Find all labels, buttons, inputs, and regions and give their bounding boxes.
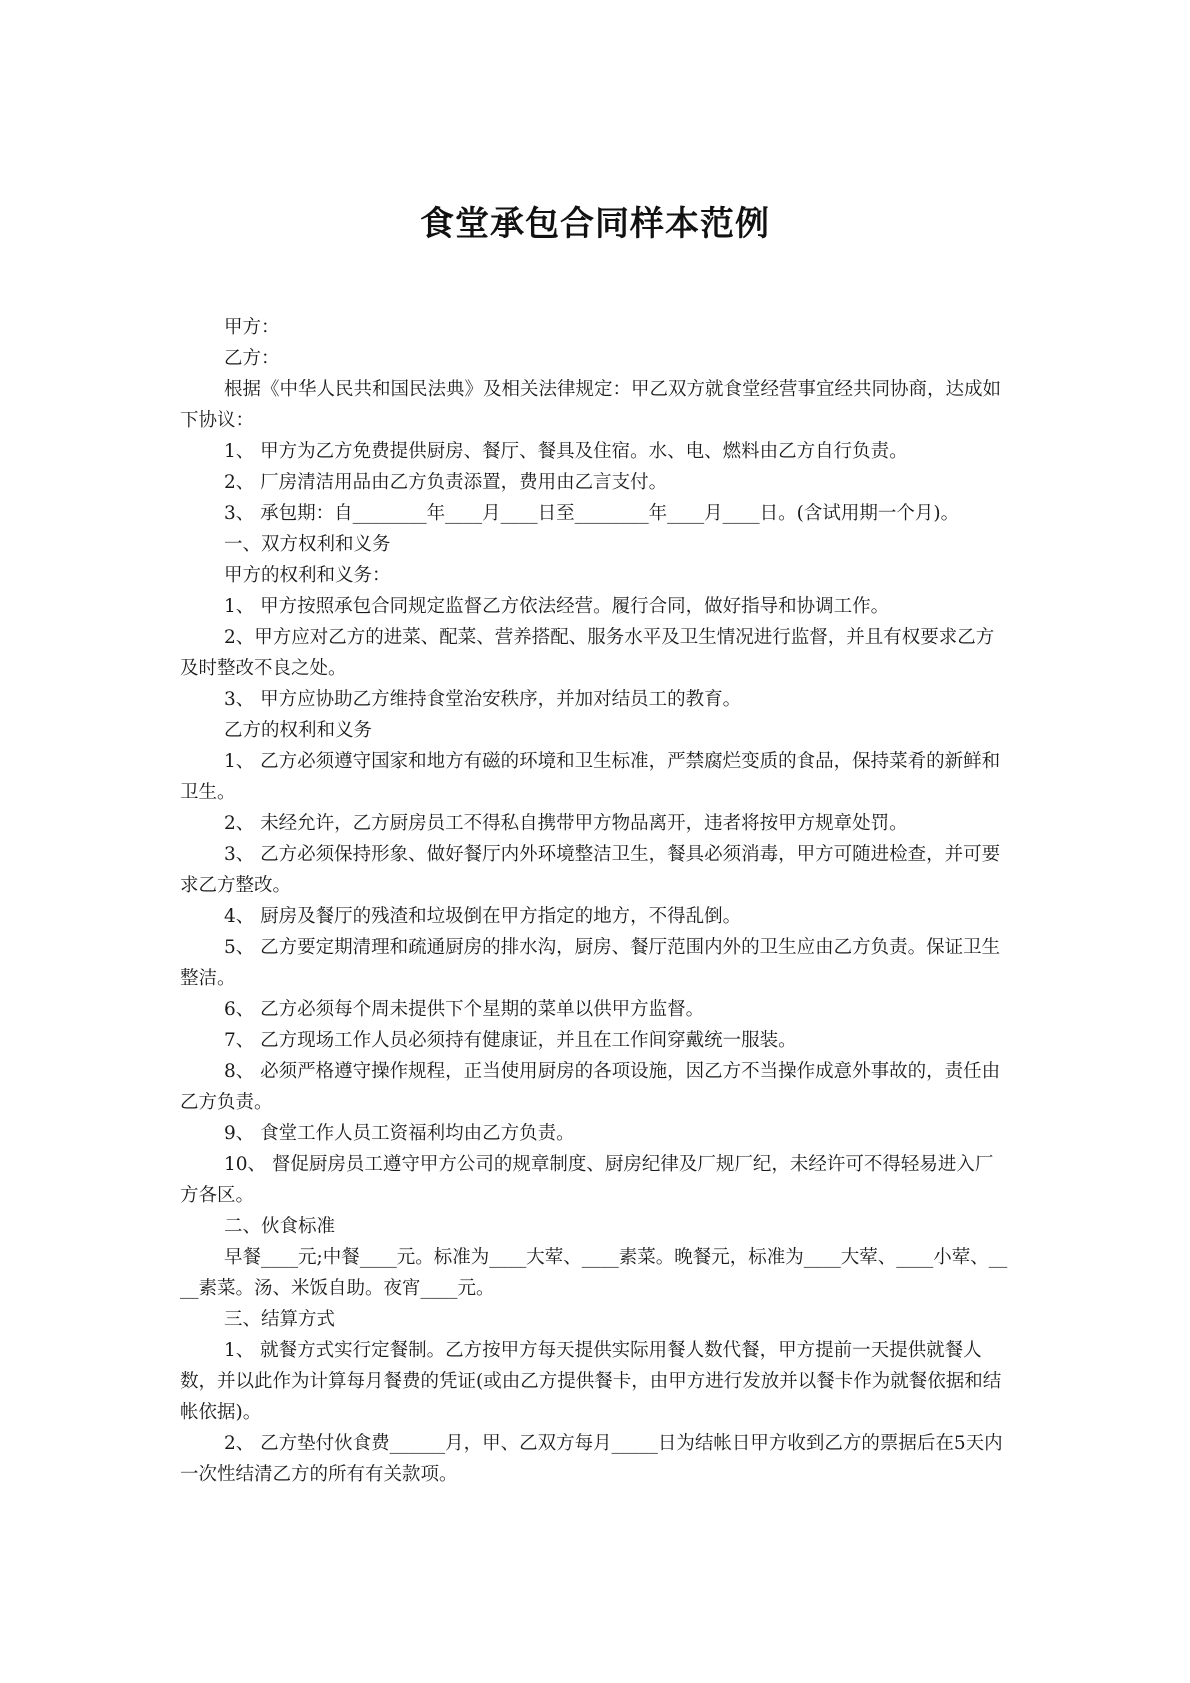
paragraph-item: 1、 乙方必须遵守国家和地方有磁的环境和卫生标准，严禁腐烂变质的食品，保持菜肴的新鲜和卫生。 xyxy=(180,751,1001,803)
paragraph-item: 6、 乙方必须每个周未提供下个星期的菜单以供甲方监督。 xyxy=(224,999,705,1020)
paragraph-item: 10、 督促厨房员工遵守甲方公司的规章制度、厨房纪律及厂规厂纪，未经许可不得轻易进入厂方各区。 xyxy=(180,1154,994,1206)
paragraph-item: 9、 食堂工作人员工资福利均由乙方负责。 xyxy=(224,1123,575,1144)
paragraph-item: 2、 乙方垫付伙食费______月，甲、乙双方每月_____日为结帐日甲方收到乙方的票据后在5天内一次性结清乙方的所有有关款项。 xyxy=(180,1433,1003,1485)
paragraph-item: 3、 乙方必须保持形象、做好餐厅内外环境整洁卫生，餐具必须消毒，甲方可随进检查，并可要求乙方整改。 xyxy=(180,844,1001,896)
section-heading: 三、结算方式 xyxy=(224,1309,336,1330)
paragraph-item: 8、 必须严格遵守操作规程，正当使用厨房的各项设施，因乙方不当操作成意外事故的，责任由乙方负责。 xyxy=(180,1061,1001,1113)
paragraph-item: 1、 就餐方式实行定餐制。乙方按甲方每天提供实际用餐人数代餐，甲方提前一天提供就餐人数，并以此作为计算每月餐费的凭证(或由乙方提供餐卡，由甲方进行发放并以餐卡作为就餐依据和结帐依据)。 xyxy=(180,1340,1002,1423)
contract-body xyxy=(180,312,1010,1490)
paragraph-item: 2、 厂房清洁用品由乙方负责添置，费用由乙言支付。 xyxy=(224,472,668,493)
page-title: 食堂承包合同样本范例 xyxy=(420,204,770,244)
paragraph-item: 7、 乙方现场工作人员必须持有健康证，并且在工作间穿戴统一服装。 xyxy=(224,1030,797,1051)
paragraph-meal-standard: 早餐____元;中餐____元。标准为____大荤、____素菜。晚餐元，标准为____大荤、____小荤、____素菜。汤、米饭自助。夜宵____元。 xyxy=(180,1247,1008,1299)
paragraph-party-b: 乙方： xyxy=(224,348,280,369)
paragraph-item: 5、 乙方要定期清理和疏通厨房的排水沟，厨房、餐厅范围内外的卫生应由乙方负责。保证卫生整洁。 xyxy=(180,937,1001,989)
paragraph-item: 2、甲方应对乙方的进菜、配菜、营养搭配、服务水平及卫生情况进行监督，并且有权要求乙方及时整改不良之处。 xyxy=(180,627,995,679)
paragraph-item: 1、 甲方为乙方免费提供厨房、餐厅、餐具及住宿。水、电、燃料由乙方自行负责。 xyxy=(224,441,908,462)
paragraph-preamble: 根据《中华人民共和国民法典》及相关法律规定：甲乙双方就食堂经营事宜经共同协商，达成如下协议： xyxy=(180,379,1002,431)
paragraph-item: 3、 承包期：自________年____月____日至________年____月____日。(含试用期一个月)。 xyxy=(224,503,960,524)
paragraph-item: 4、 厨房及餐厅的残渣和垃圾倒在甲方指定的地方，不得乱倒。 xyxy=(224,906,742,927)
paragraph-item: 1、 甲方按照承包合同规定监督乙方依法经营。履行合同，做好指导和协调工作。 xyxy=(224,596,890,617)
subsection-heading: 乙方的权利和义务 xyxy=(224,720,373,741)
paragraph-item: 3、 甲方应协助乙方维持食堂治安秩序，并加对结员工的教育。 xyxy=(224,689,742,710)
section-heading: 一、双方权利和义务 xyxy=(224,534,391,555)
section-heading: 二、伙食标准 xyxy=(224,1216,336,1237)
subsection-heading: 甲方的权利和义务： xyxy=(224,565,391,586)
paragraph-item: 2、 未经允许，乙方厨房员工不得私自携带甲方物品离开，违者将按甲方规章处罚。 xyxy=(224,813,908,834)
paragraph-party-a: 甲方： xyxy=(224,317,280,338)
